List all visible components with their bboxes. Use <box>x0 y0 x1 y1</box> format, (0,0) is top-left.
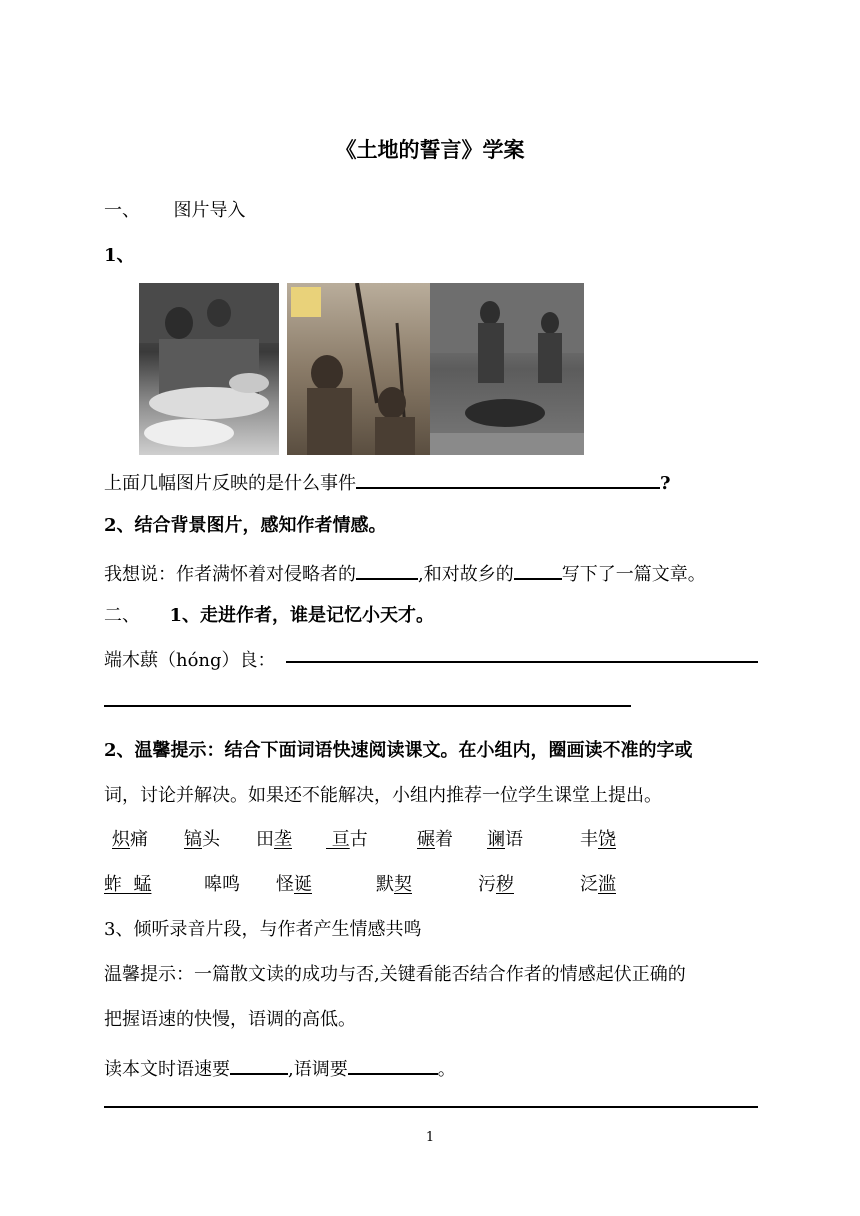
page-title: 《土地的誓言》学案 <box>335 138 525 162</box>
word-1: 炽痛 <box>112 829 148 850</box>
tone-blank[interactable] <box>348 1055 438 1075</box>
page-number: 1 <box>425 1130 435 1145</box>
invader-emotion-blank[interactable] <box>356 560 418 580</box>
section-one-heading <box>104 200 245 222</box>
tip-two-line-2: 词，讨论并解决。如果还不能解决，小组内推荐一位学生课堂上提出。 <box>104 785 662 806</box>
photo-wounded-soldiers <box>139 283 279 455</box>
section-two-heading <box>104 605 434 627</box>
word-8: 蚱 蜢 <box>104 874 152 895</box>
author-answer-line-1[interactable] <box>286 661 758 663</box>
section-one-label: 图片导入 <box>173 200 246 221</box>
word-9: 嗥鸣 <box>204 874 240 895</box>
photo-execution-scene <box>430 283 584 455</box>
question-two-heading: 2、结合背景图片，感知作者情感。 <box>104 515 387 536</box>
question-one-number: 1、 <box>104 245 135 266</box>
q2-text-c: 写下了一篇文章。 <box>561 564 706 585</box>
question-one-text: 上面几幅图片反映的是什么事件 <box>104 473 356 494</box>
word-12: 污秽 <box>478 874 514 895</box>
word-4: 亘古 <box>326 829 368 850</box>
question-three-heading: 3、倾听录音片段，与作者产生情感共鸣 <box>104 919 422 940</box>
q2-text-a: 我想说：作者满怀着对侵略者的 <box>104 564 356 585</box>
q3-tip-line-1: 温馨提示：一篇散文读的成功与否,关键看能否结合作者的情感起伏正确的 <box>104 964 686 985</box>
author-answer-line-2[interactable] <box>104 705 631 707</box>
photo-bayonet-soldiers <box>287 283 430 455</box>
section-two-title: 1、走进作者，谁是记忆小天才。 <box>169 605 434 626</box>
word-5: 碾着 <box>417 829 453 850</box>
q2-text-b: ,和对故乡的 <box>418 564 514 585</box>
hometown-emotion-blank[interactable] <box>514 560 562 580</box>
word-10: 怪诞 <box>276 874 312 895</box>
word-3: 田垄 <box>256 829 292 850</box>
footer-rule <box>104 1106 758 1108</box>
section-two-number: 二、 <box>104 605 140 626</box>
word-2: 镐头 <box>184 829 220 850</box>
author-label: 端木蕻（hóng）良： <box>104 650 276 671</box>
section-one-number: 一、 <box>104 200 140 221</box>
question-two-sentence <box>104 560 706 586</box>
word-7: 丰饶 <box>580 829 616 850</box>
tip-two-line-1: 2、温馨提示：结合下面词语快速阅读课文。在小组内，圈画读不准的字或 <box>104 740 693 761</box>
question-one-line <box>104 469 671 495</box>
word-11: 默契 <box>376 874 412 895</box>
reading-instruction: 读本文时语速要 ,语调要 。 <box>104 1055 456 1081</box>
event-answer-blank[interactable] <box>356 469 660 489</box>
word-13: 泛滥 <box>580 874 616 895</box>
word-6: 谰语 <box>487 829 523 850</box>
q3-tip-line-2: 把握语速的快慢，语调的高低。 <box>104 1009 356 1030</box>
question-mark: ? <box>660 473 671 494</box>
speed-blank[interactable] <box>230 1055 288 1075</box>
